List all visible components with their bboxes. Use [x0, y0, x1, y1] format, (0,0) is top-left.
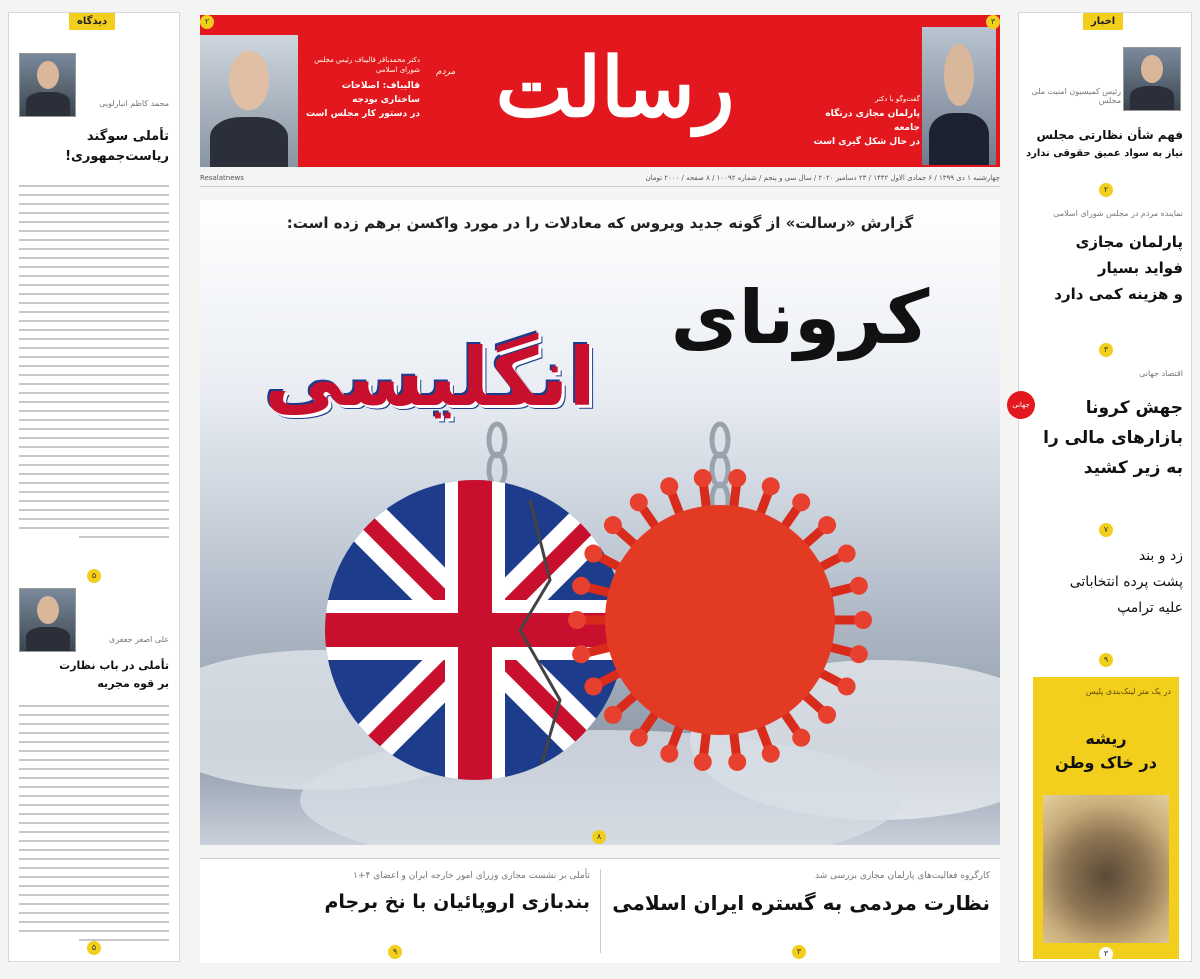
left-item1-page[interactable]: ۵ [87, 569, 101, 583]
masthead-left-photo [200, 35, 298, 167]
masthead-right-page: ۳ [986, 15, 1000, 29]
right-column [1012, 12, 1192, 962]
bottom-teasers [200, 858, 1000, 963]
bottom-left-teaser[interactable]: تأملی بر نشست مجازی وزرای امور خارجه ایران و اعضای ۴+۱ بندبازی اروپائیان با نخ برجام [324, 871, 590, 913]
right-item2-title[interactable]: پارلمان مجازی فواید بسیار و هزینه کمی دارد [1054, 233, 1183, 303]
right-item4-page[interactable]: ۹ [1099, 653, 1113, 667]
masthead-left-teaser[interactable]: دکتر محمدباقر قالیباف رئیس مجلس شورای اسلامی قالیباف: اصلاحات ساختاری بودجه در دستور کار مجلس است [305, 56, 420, 119]
main-story[interactable] [200, 200, 1000, 845]
right-item4-title[interactable]: زد و بند پشت پرده انتخاباتی علیه ترامپ [1069, 548, 1183, 616]
right-column-tag: اخبار [1083, 13, 1123, 30]
right-item3-title[interactable]: جهش کرونا بازارهای مالی را به زیر کشید [1043, 398, 1183, 478]
bottom-divider [600, 869, 601, 953]
masthead-left-page: ۲ [200, 15, 214, 29]
right-item2-page[interactable]: ۳ [1099, 343, 1113, 357]
main-kicker: گزارش «رسالت» از گونه جدید ویروس که معادلات را در مورد واکسن برهم زده است: [286, 214, 914, 232]
right-item1-title[interactable]: فهم شأن نظارتی مجلس نیاز به سواد عمیق حقوقی ندارد [1025, 128, 1183, 159]
right-item5-photo [1043, 795, 1169, 943]
dateline: چهارشنبه ۱ دی ۱۳۹۹ / ۶ جمادی الاول ۱۴۴۲ / ۲۳ دسامبر ۲۰۲۰ / سال سی و پنجم / شماره ۱۰۰۹۲ / ۸ صفحه / ۲۰۰۰ تومان [645, 174, 1000, 182]
left-item2-title[interactable]: تأملی در باب نظارت بر قوه مجریه [59, 659, 169, 690]
right-item2-kicker: نماینده مردم در مجلس شورای اسلامی [1053, 209, 1183, 218]
right-item5-box[interactable]: در یک متر لینک‌بندی پلیس ریشه در خاک وطن ۳ [1033, 677, 1179, 959]
social-handle[interactable]: Resalatnews [200, 174, 244, 182]
right-item3-badge: جهانی [1007, 391, 1035, 419]
left-item1-author: محمد کاظم انبارلویی [99, 99, 169, 108]
main-badge[interactable]: ۸ [592, 830, 606, 844]
left-item1-photo [19, 53, 76, 117]
masthead-logo[interactable]: رسالت [495, 40, 735, 136]
masthead-right-teaser[interactable]: گفت‌وگو با دکتر پارلمان مجازی درنگاه جامعه در حال شکل گیری است [813, 95, 920, 147]
left-item2-body [19, 705, 169, 948]
masthead-right-photo [922, 27, 996, 165]
bottom-left-page[interactable]: ۹ [388, 945, 402, 959]
headline-flag: انگلیسی [264, 331, 596, 424]
left-item2-photo [19, 588, 76, 652]
bottom-right-page[interactable]: ۳ [792, 945, 806, 959]
left-item2-author: علی اصغر جعفری [109, 635, 169, 644]
headline-black: کرونای [670, 275, 930, 361]
masthead-tagline: مردم [436, 67, 456, 77]
left-item1-title[interactable]: تأملی سوگند ریاست‌جمهوری! [65, 129, 169, 164]
left-column-tag: دیدگاه [69, 13, 115, 30]
left-column [8, 12, 180, 962]
left-item1-body [19, 185, 169, 545]
bottom-right-teaser[interactable]: کارگروه فعالیت‌های پارلمان مجازی بررسی شد نظارت مردمی به گستره ایران اسلامی [612, 871, 990, 915]
masthead [200, 15, 1000, 167]
left-item2-page[interactable]: ۵ [87, 941, 101, 955]
right-item3-kicker: اقتصاد جهانی [1139, 369, 1183, 378]
right-item3-page[interactable]: ۷ [1099, 523, 1113, 537]
illustration [200, 200, 1000, 845]
right-item1-kicker: رئیس کمیسیون امنیت ملی مجلس [1031, 87, 1121, 105]
right-item5-page[interactable]: ۳ [1099, 947, 1113, 961]
dateline-bar [200, 170, 1000, 187]
right-item1-page[interactable]: ۲ [1099, 183, 1113, 197]
right-item1-photo [1123, 47, 1181, 111]
